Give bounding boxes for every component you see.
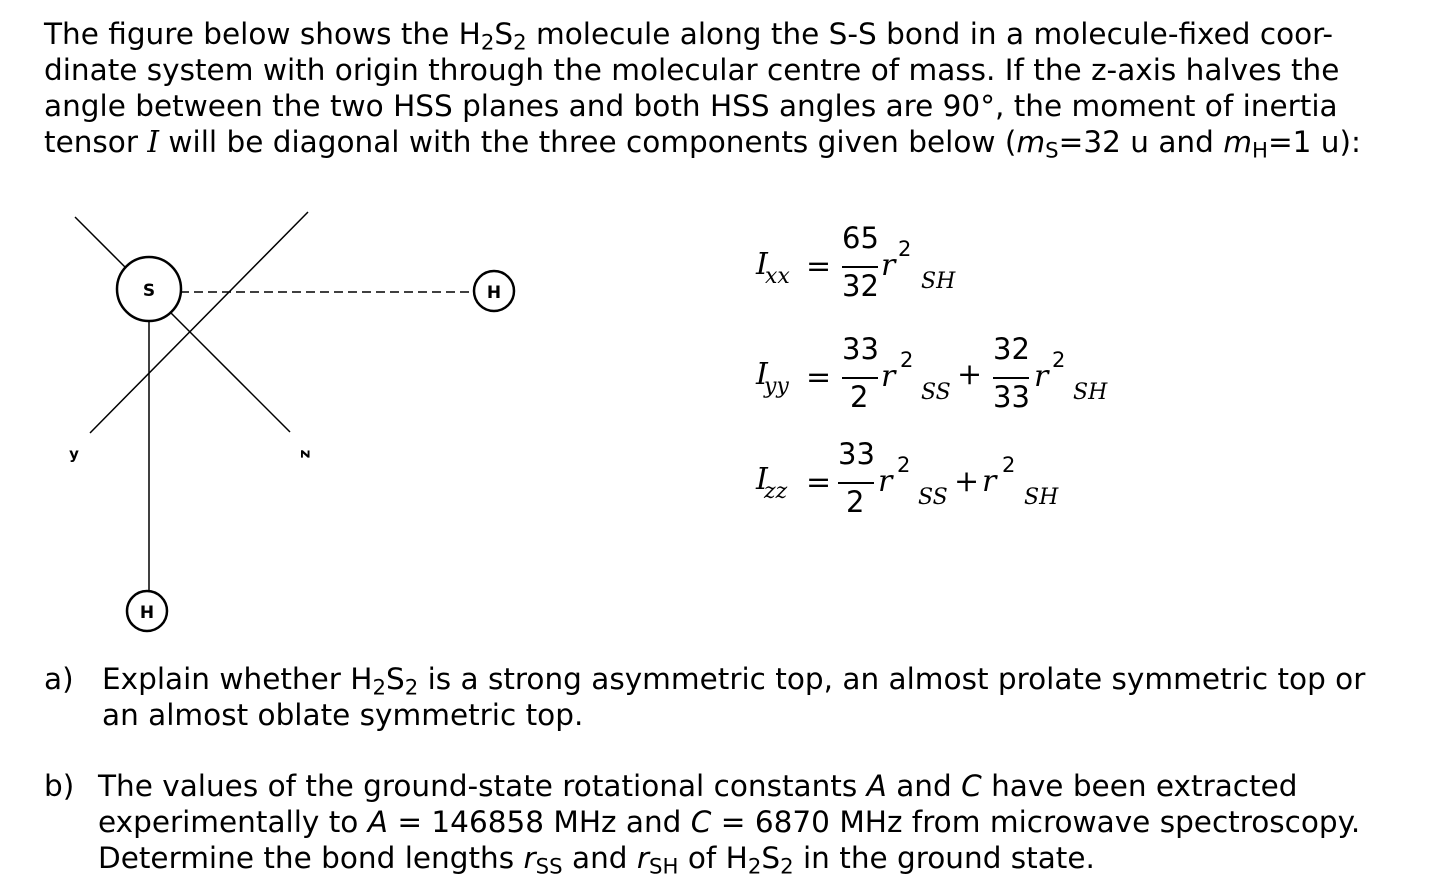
question-b-text: The values of the ground-state rotational constants A and C have been extracted experimentally to A = 146858 MHz and C = 6870 MHz from microwave spectroscopy. Determine the bond lengths $r_{SS}$ and $r_{SH}$ of $H_2S_2$ in the ground state. [98,769,1361,880]
r-symbol: r [878,464,893,499]
inertia-symbol: I [756,247,768,282]
molecule-figure [0,0,560,660]
exponent: 2 [1052,348,1066,372]
fraction-numerator: 32 [993,332,1030,366]
exponent: 2 [897,453,911,477]
r-subscript: SH [1024,485,1059,510]
question-a-label: a) [44,662,74,696]
exponent: 2 [900,348,914,372]
question-a-text: Explain whether $H_2S_2$ is a strong asymmetric top, an almost prolate symmetric top or an almost oblate symmetric top. [102,662,1366,732]
fraction-denominator: 2 [850,380,869,414]
fraction-numerator: 33 [842,332,879,366]
equals-sign: = [806,249,832,284]
r-symbol: r [982,464,997,499]
hydrogen-atom-bottom-label: H [139,603,155,623]
y-axis-line [90,212,308,433]
y-axis-label: y [69,445,79,463]
fraction-numerator: 33 [838,437,875,471]
r-subscript: SS [921,380,951,405]
intro-line-3: angle between the two HSS planes and both HSS angles are 90°, the moment of inertia [44,89,1338,123]
sulfur-atom-label: S [142,281,156,301]
izz-subscript: zz [764,479,788,504]
z-axis-line [75,217,290,432]
r-subscript: SH [921,269,956,294]
fraction-numerator: 65 [842,221,879,255]
inertia-symbol: I [756,357,768,392]
exponent: 2 [1002,453,1016,477]
ixx-subscript: xx [765,264,790,289]
fraction-bar [838,482,874,484]
r-symbol: r [881,359,896,394]
iyy-subscript: yy [764,374,789,399]
r-symbol: r [1034,359,1049,394]
equals-sign: = [806,465,832,500]
fraction-denominator: 33 [993,380,1030,414]
question-b-label: b) [44,769,75,803]
equals-sign: = [806,360,832,395]
z-axis-label: z [297,449,315,459]
r-symbol: r [881,248,896,283]
hydrogen-atom-right-label: H [486,283,502,303]
fraction-denominator: 32 [842,269,879,303]
fraction-bar [842,377,878,379]
r-subscript: SH [1073,380,1108,405]
inertia-symbol: I [756,462,768,497]
intro-line-1: The figure below shows the $H_2S_2$ molecule along the S-S bond in a molecule-fixed coor- [44,17,1334,56]
r-subscript: SS [918,485,948,510]
exponent: 2 [898,237,912,261]
intro-line-4: tensor I will be diagonal with the three components given below ($m_S=32$ u and $m_H=1$ u): [44,125,1361,164]
plus-sign: + [954,464,980,499]
plus-sign: + [957,357,983,392]
fraction-denominator: 2 [846,485,865,519]
fraction-bar [993,377,1029,379]
intro-line-2: dinate system with origin through the molecular centre of mass. If the z-axis halves the [44,53,1340,87]
fraction-bar [842,266,878,268]
